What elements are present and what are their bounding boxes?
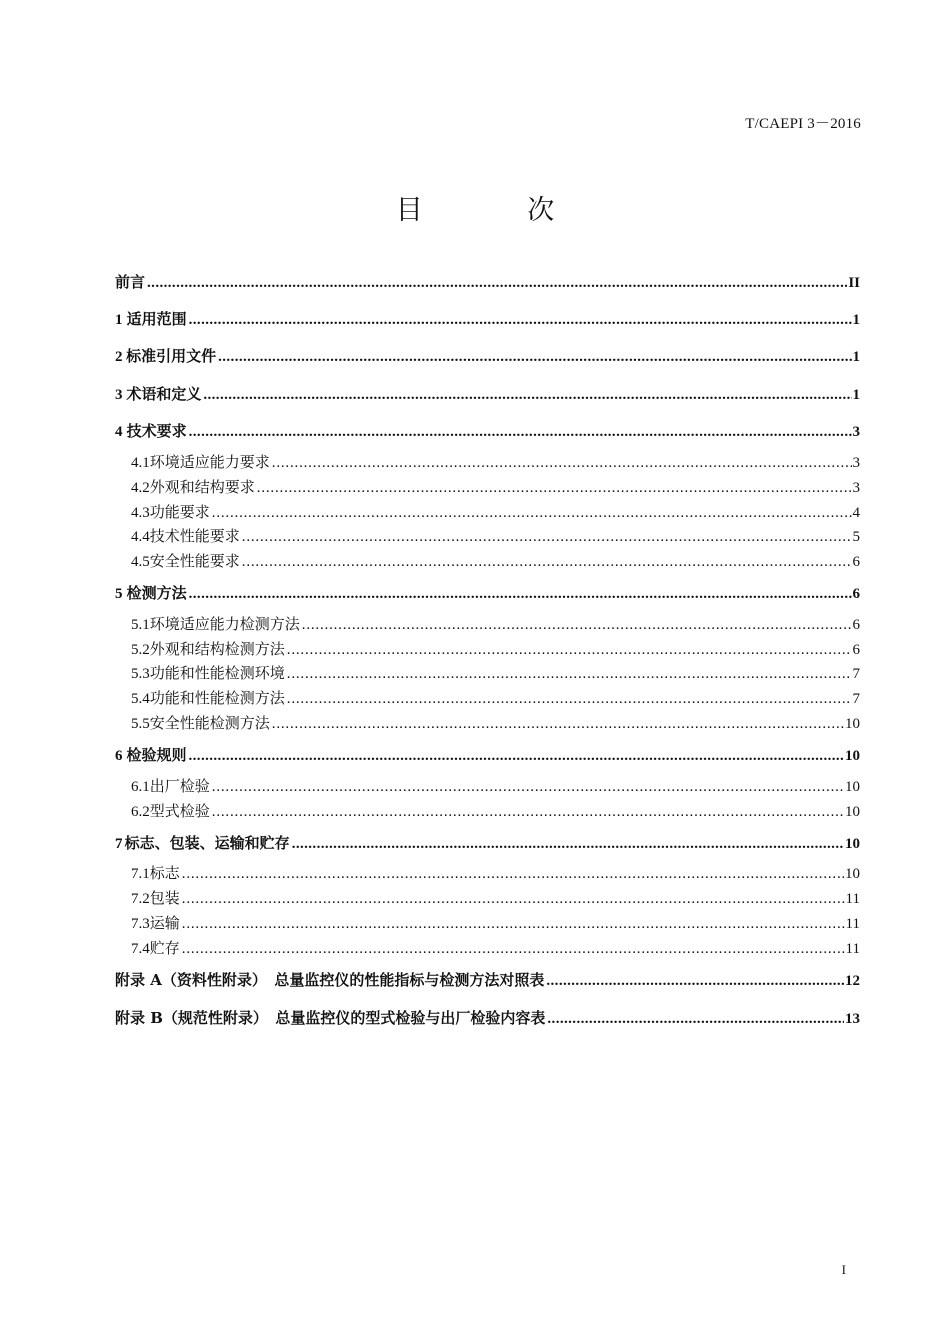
dot-leader xyxy=(546,970,844,992)
toc-entry-6[interactable] xyxy=(115,744,860,766)
toc-entry-number: 4.4 xyxy=(131,529,150,545)
toc-entry-page: 10 xyxy=(845,779,860,795)
toc-entry-number: 4.1 xyxy=(131,455,150,471)
toc-entry-label: 技术要求 xyxy=(126,422,187,440)
document-id: T/CAEPI 3－2016 xyxy=(745,116,861,132)
dot-leader xyxy=(189,309,852,331)
toc-entry-5[interactable] xyxy=(115,582,860,604)
toc-entry-7-2[interactable] xyxy=(131,887,860,909)
toc-entry-page: 6 xyxy=(852,586,860,602)
toc-entry-page: 3 xyxy=(852,455,860,471)
toc-entry-page: 11 xyxy=(845,916,860,932)
toc-entry-number: 2 xyxy=(115,349,123,365)
toc-title: 目 次 xyxy=(395,195,603,226)
toc-entry-number: 6.2 xyxy=(131,804,150,820)
toc-entry-page: 1 xyxy=(852,312,860,328)
toc-entry-number: 3 xyxy=(115,387,123,403)
toc-entry-label: 型式检验 xyxy=(149,802,210,820)
toc-entry-page: 10 xyxy=(845,748,860,764)
toc-entry-label: 环境适应能力检测方法 xyxy=(149,615,300,633)
toc-entry-label: 外观和结构检测方法 xyxy=(149,640,285,658)
toc-entry-page: 1 xyxy=(852,349,860,365)
toc-entry-number: 5.4 xyxy=(131,691,150,707)
toc-entry-number: 7.2 xyxy=(131,891,150,907)
toc-entry-number: 7.3 xyxy=(131,916,150,932)
dot-leader xyxy=(272,713,844,735)
toc-entry-page: 6 xyxy=(852,617,860,633)
toc-entry-number: 4 xyxy=(115,424,123,440)
toc-entry-preface[interactable] xyxy=(115,271,860,293)
toc-entry-label: 标准引用文件 xyxy=(126,347,217,365)
toc-entry-appendix-b[interactable] xyxy=(115,1007,860,1029)
toc-entry-6-2[interactable] xyxy=(131,800,860,822)
toc-entry-page: 10 xyxy=(845,716,860,732)
toc-entry-number: 5.2 xyxy=(131,642,150,658)
dot-leader xyxy=(212,801,844,823)
toc-entry-page: 3 xyxy=(852,480,860,496)
toc-entry-label: 附录 B（规范性附录） 总量监控仪的型式检验与出厂检验内容表 xyxy=(115,1009,546,1027)
toc-entry-page: 5 xyxy=(852,529,860,545)
toc-entry-number: 5.5 xyxy=(131,716,150,732)
toc-entry-4-3[interactable] xyxy=(131,501,860,523)
toc-entry-number: 7.1 xyxy=(131,866,150,882)
toc-entry-page: 6 xyxy=(852,642,860,658)
dot-leader xyxy=(302,614,852,636)
toc-entry-number: 7 xyxy=(115,836,123,852)
toc-entry-5-2[interactable] xyxy=(131,638,860,660)
toc-entry-number: 5 xyxy=(115,586,123,602)
toc-entry-page: 12 xyxy=(845,973,860,989)
toc-entry-page: 10 xyxy=(845,804,860,820)
toc-entry-label: 功能和性能检测方法 xyxy=(149,689,285,707)
dot-leader xyxy=(272,452,852,474)
toc-entry-number: 4.2 xyxy=(131,480,150,496)
toc-entry-page: II xyxy=(848,275,860,291)
dot-leader xyxy=(182,913,845,935)
dot-leader xyxy=(547,1008,844,1030)
toc-entry-number: 6.1 xyxy=(131,779,150,795)
dot-leader xyxy=(203,384,851,406)
dot-leader xyxy=(218,346,851,368)
dot-leader xyxy=(189,745,845,767)
toc-entry-label: 检验规则 xyxy=(126,746,187,764)
toc-entry-label: 附录 A（资料性附录） 总量监控仪的性能指标与检测方法对照表 xyxy=(115,971,545,989)
toc-entry-page: 1 xyxy=(852,387,860,403)
toc-entry-5-4[interactable] xyxy=(131,687,860,709)
toc-entry-2[interactable] xyxy=(115,345,860,367)
toc-entry-5-5[interactable] xyxy=(131,712,860,734)
toc-entry-6-1[interactable] xyxy=(131,775,860,797)
toc-entry-3[interactable] xyxy=(115,383,860,405)
toc-entry-page: 7 xyxy=(852,691,860,707)
page-number: I xyxy=(841,1262,846,1277)
dot-leader xyxy=(182,863,844,885)
toc-entry-label: 术语和定义 xyxy=(126,385,202,403)
toc-entry-label: 标志 xyxy=(149,864,180,882)
toc-entry-label: 检测方法 xyxy=(126,584,187,602)
toc-entry-page: 10 xyxy=(845,836,860,852)
toc-entry-number: 5.3 xyxy=(131,666,150,682)
dot-leader xyxy=(212,502,852,524)
toc-entry-page: 7 xyxy=(852,666,860,682)
dot-leader xyxy=(242,551,852,573)
dot-leader xyxy=(287,688,852,710)
toc-entry-label: 出厂检验 xyxy=(149,777,210,795)
dot-leader xyxy=(189,583,852,605)
toc-entry-label: 前言 xyxy=(115,273,146,291)
toc-entry-label: 环境适应能力要求 xyxy=(149,453,270,471)
toc-entry-4-2[interactable] xyxy=(131,476,860,498)
toc-entry-label: 标志、包装、运输和贮存 xyxy=(124,834,290,852)
toc-entry-7[interactable] xyxy=(115,832,860,854)
toc-entry-page: 6 xyxy=(852,554,860,570)
toc-entry-label: 安全性能检测方法 xyxy=(149,714,270,732)
toc-entry-label: 功能和性能检测环境 xyxy=(149,664,285,682)
toc-entry-label: 安全性能要求 xyxy=(149,552,240,570)
toc-entry-appendix-a[interactable] xyxy=(115,969,860,991)
toc-entry-4[interactable] xyxy=(115,420,860,442)
dot-leader xyxy=(242,526,852,548)
toc-entry-number: 4.3 xyxy=(131,505,150,521)
toc-entry-page: 13 xyxy=(845,1011,860,1027)
toc-entry-5-3[interactable] xyxy=(131,662,860,684)
toc-entry-label: 贮存 xyxy=(149,939,180,957)
toc-entry-label: 包装 xyxy=(149,889,180,907)
dot-leader xyxy=(292,833,844,855)
toc-entry-label: 技术性能要求 xyxy=(149,527,240,545)
toc-entry-label: 外观和结构要求 xyxy=(149,478,255,496)
toc-entry-1[interactable] xyxy=(115,308,860,330)
toc-entry-7-3[interactable] xyxy=(131,912,860,934)
dot-leader xyxy=(212,776,844,798)
toc-entry-7-1[interactable] xyxy=(131,862,860,884)
toc-entry-number: 6 xyxy=(115,748,123,764)
toc-entry-page: 10 xyxy=(845,866,860,882)
toc-entry-page: 4 xyxy=(852,505,860,521)
toc-entry-page: 11 xyxy=(845,891,860,907)
toc-entry-label: 功能要求 xyxy=(149,503,210,521)
toc-entry-label: 运输 xyxy=(149,914,180,932)
toc-entry-number: 4.5 xyxy=(131,554,150,570)
dot-leader xyxy=(257,477,852,499)
dot-leader xyxy=(147,272,847,294)
toc-entry-number: 7.4 xyxy=(131,941,150,957)
dot-leader xyxy=(182,888,845,910)
toc-entry-5-1[interactable] xyxy=(131,613,860,635)
toc-entry-4-5[interactable] xyxy=(131,550,860,572)
toc-entry-7-4[interactable] xyxy=(131,937,860,959)
toc-entry-4-4[interactable] xyxy=(131,525,860,547)
dot-leader xyxy=(182,938,845,960)
toc-entry-number: 5.1 xyxy=(131,617,150,633)
dot-leader xyxy=(287,639,852,661)
toc-entry-4-1[interactable] xyxy=(131,451,860,473)
toc-entry-label: 适用范围 xyxy=(126,310,187,328)
toc-entry-page: 3 xyxy=(852,424,860,440)
toc-entry-number: 1 xyxy=(115,312,123,328)
dot-leader xyxy=(287,663,852,685)
toc-entry-page: 11 xyxy=(845,941,860,957)
dot-leader xyxy=(189,421,852,443)
